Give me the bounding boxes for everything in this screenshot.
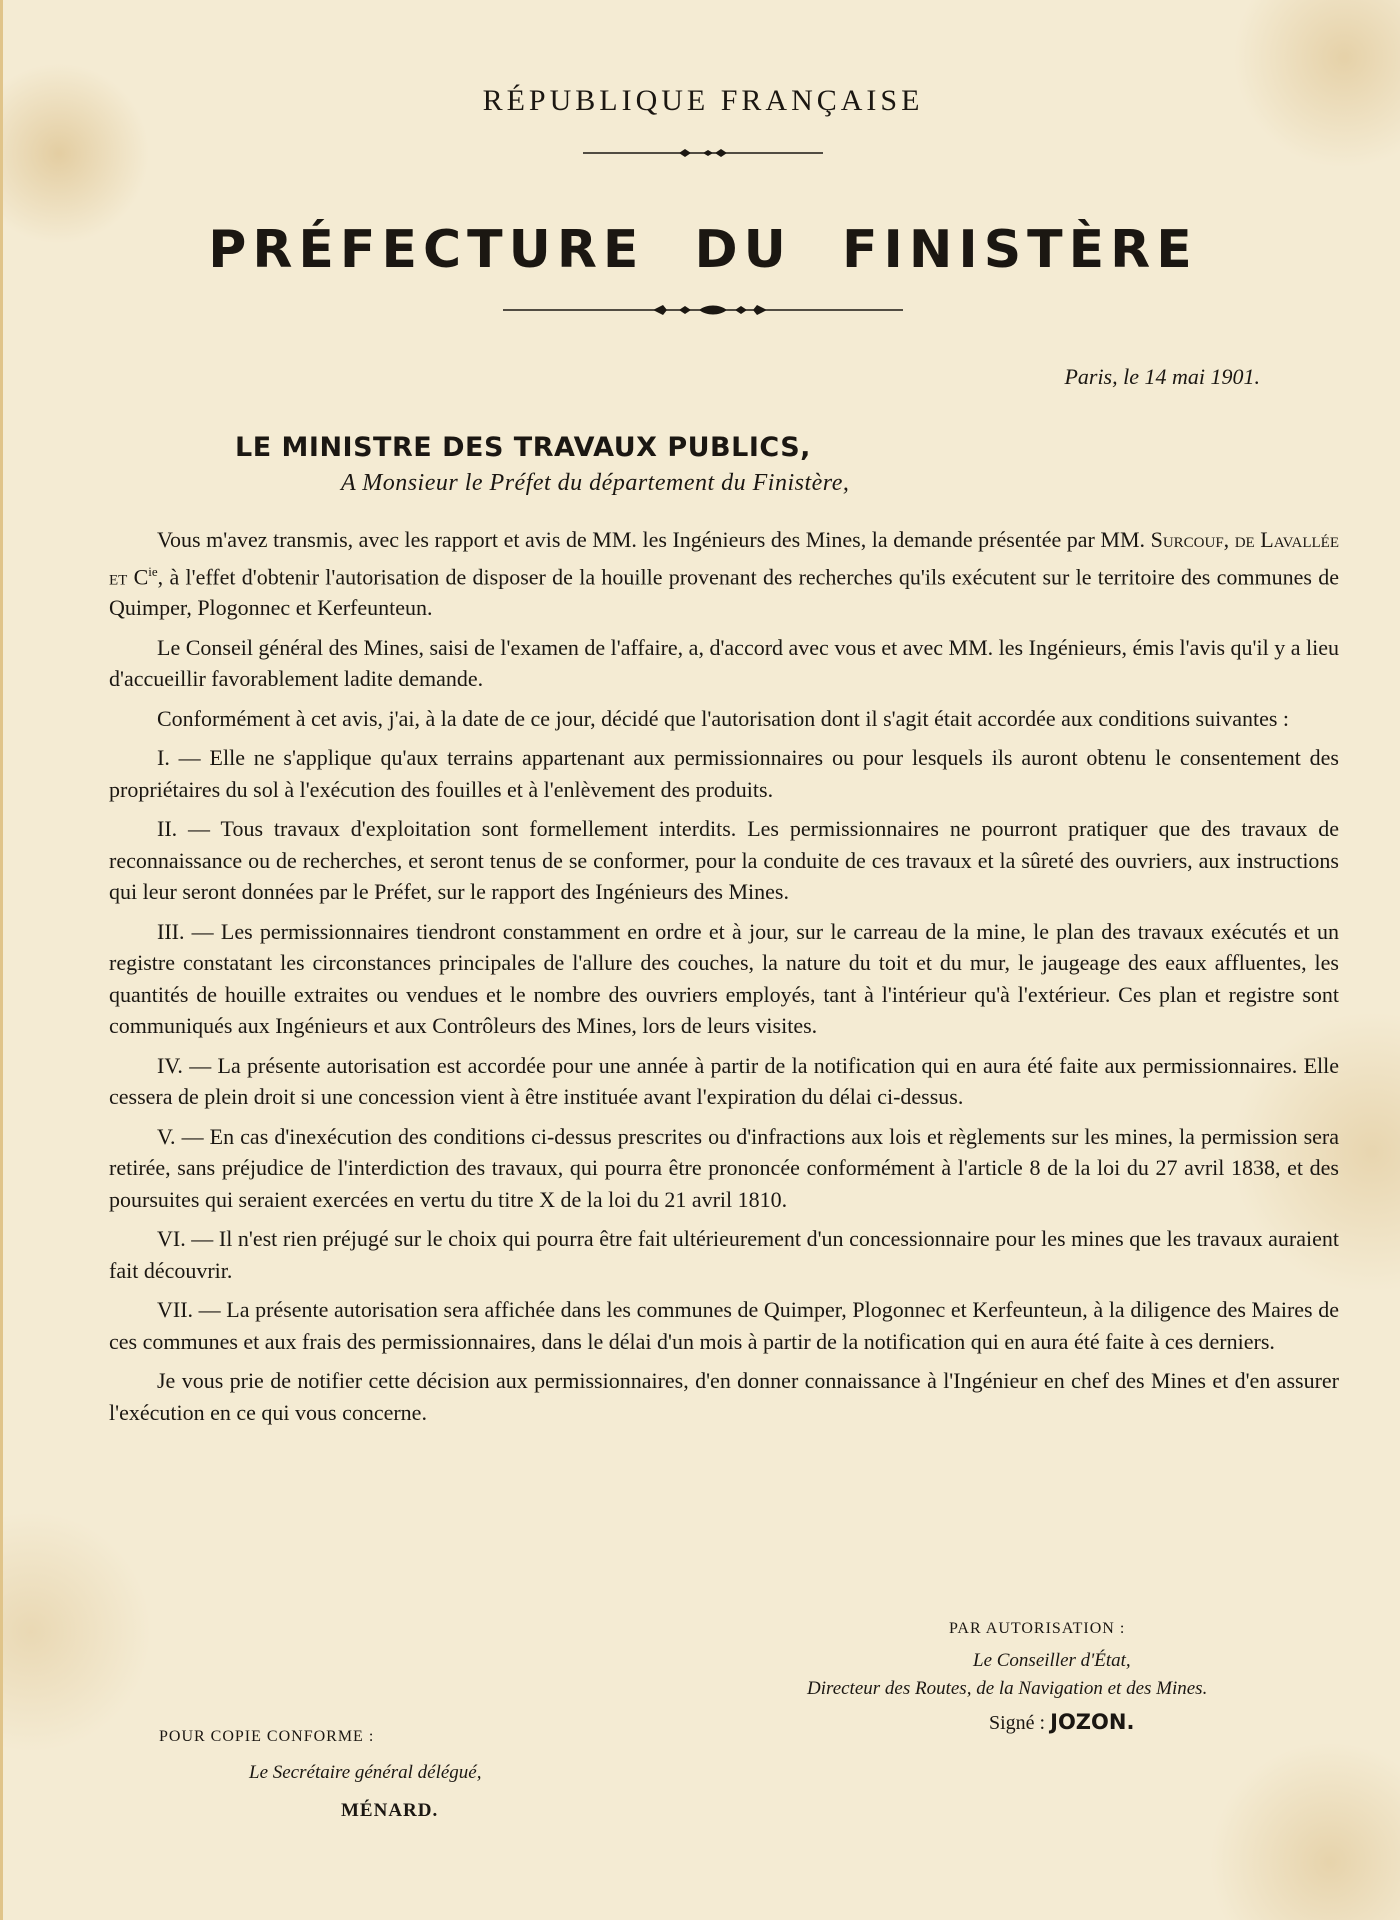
signature-block-left (159, 1728, 659, 1822)
paragraph-intro-text: Vous m'avez transmis, avec les rapport et avis de MM. les Ingénieurs des Mines, la demande présentée par MM. (157, 527, 1151, 552)
paragraph-intro-rest: , à l'effet d'obtenir l'autorisation de disposer de la houille provenant des recherches qu'ils exécutent sur le territoire des communes de Quimper, Plogonnec et Kerfeunteun. (109, 563, 1339, 621)
ornament-divider-bottom (3, 302, 1400, 323)
dateline: Paris, le 14 mai 1901. (1064, 364, 1260, 389)
republic-heading: RÉPUBLIQUE FRANÇAISE (482, 84, 924, 117)
article-6: VI. — Il n'est rien préjugé sur le choix qui pourra être fait ultérieurement d'un concessionnaire pour les mines que les travaux auraient fait découvrir. (109, 1226, 1339, 1283)
prefecture-heading: PRÉFECTURE DU FINISTÈRE (208, 220, 1198, 280)
article-7: VII. — La présente autorisation sera affichée dans les communes de Quimper, Plogonnec et Kerfeunteun, à la diligence des Maires de ces communes et aux frais des permissionnaires, dans le délai d'un mois à partir de la notification qui en aura été faite à ces derniers. (109, 1297, 1339, 1354)
paragraph-intro (109, 524, 1339, 624)
article-5: V. — En cas d'inexécution des conditions ci-dessus prescrites ou d'infractions aux lois et règlements sur les mines, la permission sera retirée, sans préjudice de l'interdiction des travaux, qui pourra être prononcée conformément à l'article 8 de la loi du 27 avril 1838, et des poursuites qui seraient exercées en vertu du titre X de la loi du 21 avril 1810. (109, 1123, 1339, 1212)
paragraph-closing: Je vous prie de notifier cette décision aux permissionnaires, d'en donner connaissance à l'Ingénieur en chef des Mines et d'en assurer l'exécution en ce qui vous concerne. (109, 1368, 1339, 1425)
paragraph-conditions: Conformément à cet avis, j'ai, à la date de ce jour, décidé que l'autorisation dont il s'agit était accordée aux conditions suivantes : (157, 705, 1290, 731)
signature-block-right (783, 1620, 1323, 1735)
company-names: Surcouf, de Lavallée et C (109, 527, 1339, 589)
article-1: I. — Elle ne s'applique qu'aux terrains appartenant aux permissionnaires ou pour lesquels ils auront obtenu le consentement des propriétaires du sol à l'exécution des fouilles et à l'enlèvement des produits. (109, 745, 1339, 802)
addressee-line: A Monsieur le Préfet du département du Finistère, (341, 470, 850, 496)
signatory-name: JOZON. (1050, 1710, 1135, 1734)
signed-line (989, 1710, 1323, 1735)
minister-heading: LE MINISTRE DES TRAVAUX PUBLICS, (235, 432, 811, 463)
article-3: III. — Les permissionnaires tiendront constamment en ordre et à jour, sur le carreau de la mine, le plan des travaux exécutés et un registre constatant les circonstances principales de l'allure des couches, la nature du toit et du mur, le jaugeage des eaux affluentes, les quantités de houille extraites ou vendues et le nombre des ouvriers employés, tant à l'intérieur qu'à l'extérieur. Ces plan et registre sont communiqués aux Ingénieurs et aux Contrôleurs des Mines, lors de leurs visites. (109, 918, 1339, 1039)
signatory-function: Directeur des Routes, de la Navigation et des Mines. (807, 1678, 1208, 1699)
paragraph-conseil: Le Conseil général des Mines, saisi de l'examen de l'affaire, a, d'accord avec vous et avec MM. les Ingénieurs, émis l'avis qu'il y a lieu d'accueillir favorablement ladite demande. (109, 634, 1339, 692)
company-suffix: ie (148, 563, 158, 579)
copy-conforme-label: POUR COPIE CONFORME : (159, 1728, 375, 1745)
signed-label: Signé : (989, 1712, 1051, 1734)
article-4: IV. — La présente autorisation est accordée pour une année à partir de la notification qui en aura été faite aux permissionnaires. Elle cessera de plein droit si une concession vient à être instituée avant l'expiration du délai ci-dessus. (109, 1052, 1339, 1110)
secretary-name: MÉNARD. (341, 1800, 439, 1821)
ornament-divider-top (3, 146, 1400, 165)
secretary-title: Le Secrétaire général délégué, (249, 1762, 482, 1783)
article-2: II. — Tous travaux d'exploitation sont formellement interdits. Les permissionnaires ne pourront pratiquer que des travaux de reconnaissance ou de recherches, et seront tenus de se conformer, pour la conduite de ces travaux et la sûreté des ouvriers, aux instructions qui leur seront données par le Préfet, sur le rapport des Ingénieurs des Mines. (109, 816, 1339, 905)
authorization-label: PAR AUTORISATION : (949, 1620, 1126, 1637)
letter-body (109, 524, 1339, 1436)
signatory-title: Le Conseiller d'État, (973, 1650, 1131, 1671)
